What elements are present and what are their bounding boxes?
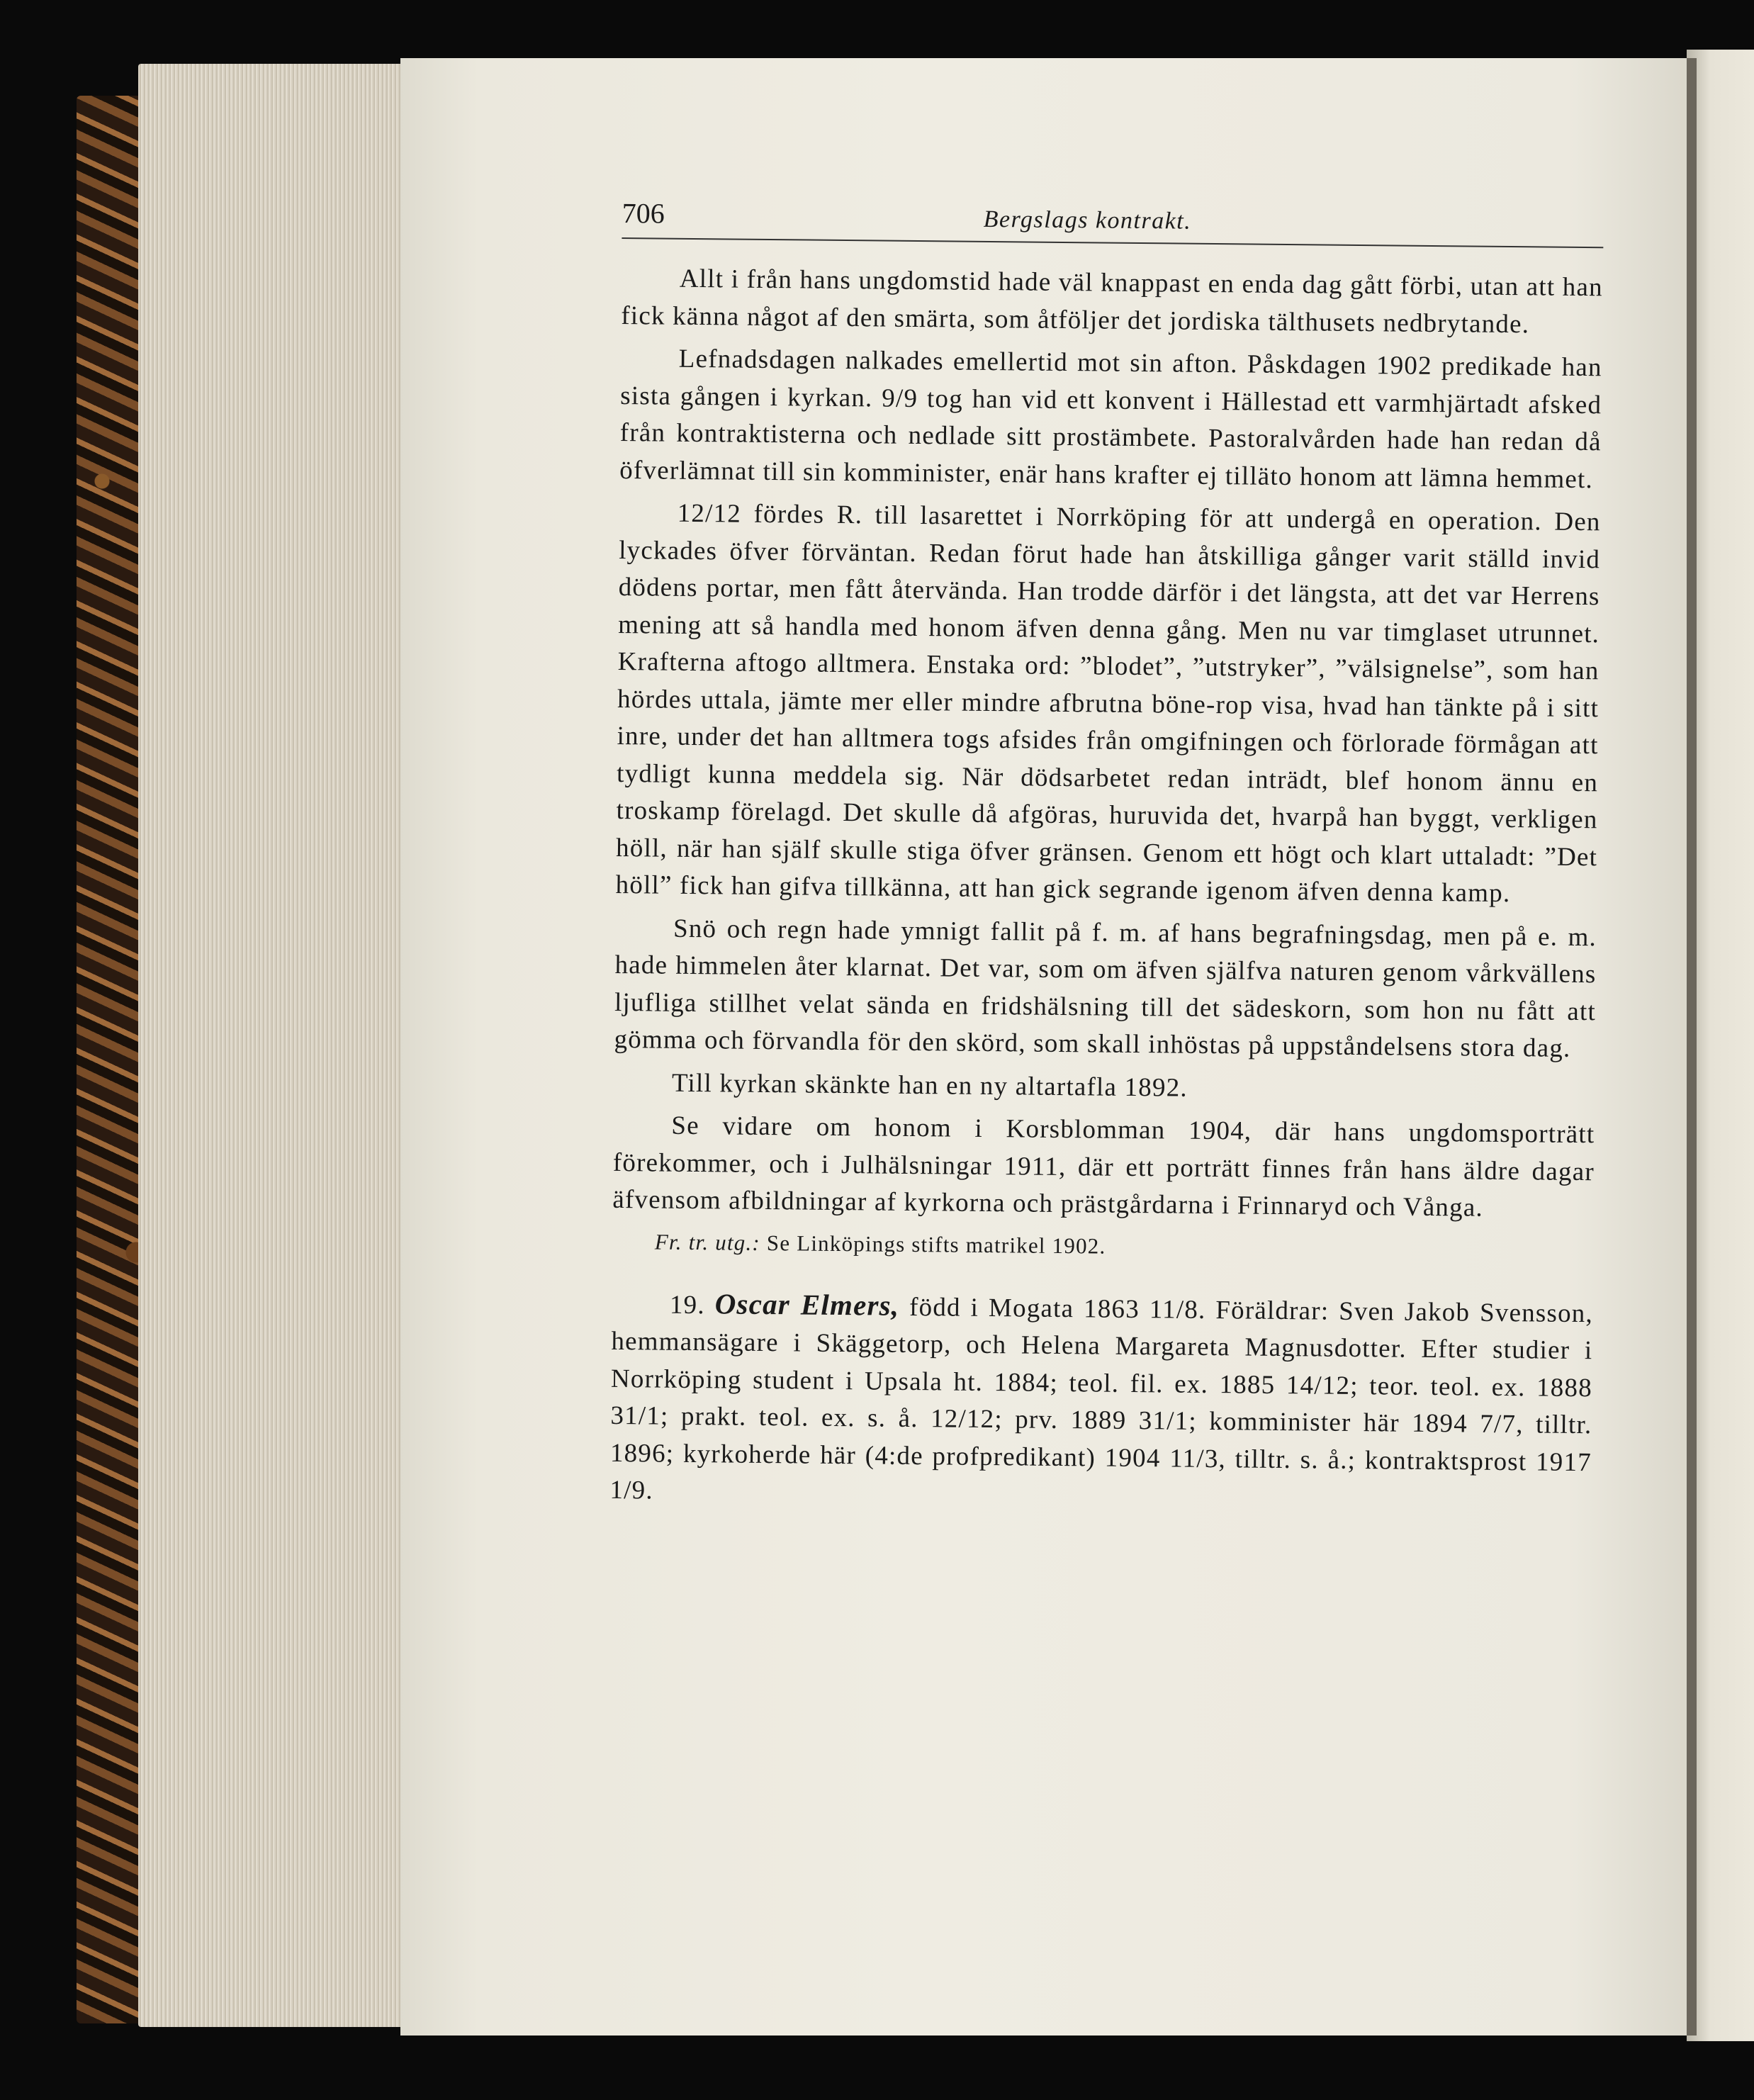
book-gutter xyxy=(1687,58,1697,2036)
paragraph: Lefnadsdagen nalkades emellertid mot sin afton. Påskdagen 1902 predikade han sista gången i kyrkan. 9/9 tog han vid ett konvent i Hällestad ett varmhjärtadt afsked från kontraktisterna och nedlade sitt prostämbete. Pastoralvården hade han redan då öfverlämnat till sin komminister, enär hans krafter ej tilläto honom att lämna hemmet. xyxy=(619,344,1602,494)
page-stack-edge xyxy=(138,64,407,2027)
entry-number: 19. xyxy=(669,1290,706,1320)
running-title: Bergslags kontrakt. xyxy=(983,206,1192,235)
biography-entry xyxy=(609,1284,1593,1518)
paragraph: Till kyrkan skänkte han en ny altartafla 1892. xyxy=(671,1068,1188,1103)
source-note-text: Se Linköpings stifts matrikel 1902. xyxy=(766,1230,1106,1259)
paragraph: Se vidare om honom i Korsblomman 1904, där hans ungdomsporträtt förekommer, och i Julhälsningar 1911, där ett porträtt finnes från hans äldre dagar äfvensom afbildningar af kyrkorna och prästgårdarna i Frinnaryd och Vånga. xyxy=(612,1111,1595,1223)
page-number: 706 xyxy=(622,196,665,230)
paragraph: Allt i från hans ungdomstid hade väl knappast en enda dag gått förbi, utan att han fick känna något af den smärta, som åtföljer det jordiska tälthusets nedbrytande. xyxy=(621,264,1604,339)
source-note xyxy=(612,1224,1594,1267)
source-note-label: Fr. tr. utg.: xyxy=(654,1229,761,1255)
entry-text: född i Mogata 1863 11/8. Föräldrar: Sven Jakob Svensson, hemmansägare i Skäggetorp, och Helena Margareta Magnusdotter. Efter studier i Norrköping student i Upsala ht. 1884; teol. fil. ex. 1885 14/12; teor. teol. ex. 1888 31/1; prakt. teol. ex. s. å. 12/12; prv. 1889 31/1; komminister här 1894 7/7, tilltr. 1896; kyrkoherde här (4:de profpredikant) 1904 11/3, tilltr. s. å.; kontraktsprost 1917 1/9. xyxy=(609,1292,1594,1505)
paragraph: 12/12 fördes R. till lasarettet i Norrköping för att undergå en operation. Den lyckades öfver förväntan. Redan förut hade han åtskilliga gånger varit ställd invid dödens portar, men fått återvända. Han trodde därför i det längsta, att det var Herrens mening att så handla med honom äfven denna gång. Men nu var timglaset utrunnet. Krafterna aftogo alltmera. Enstaka ord: ”blodet”, ”utstryker”, ”välsignelse”, som han hördes uttala, jämte mer eller mindre afbrutna böne-rop visa, hvad han tänkte på i sitt inre, under det han alltmera togs afsides från omgifningen och förlorade förmågan att tydligt kunna meddela sig. När dödsarbetet redan inträdt, blef honom ännu en troskamp förelagd. Det skulle då afgöras, huruvida det, hvarpå han byggt, verkligen höll, när han själf skulle stiga öfver gränsen. Genom ett högt och klart uttaladt: ”Det höll” fick han gifva tillkänna, att han gick segrande igenom äfven denna kamp. xyxy=(615,498,1601,909)
facing-page-edge xyxy=(1687,50,1754,2041)
page-text xyxy=(609,195,1604,1525)
entry-name: Oscar Elmers, xyxy=(714,1286,900,1322)
paragraph: Snö och regn hade ymnigt fallit på f. m. af hans begrafningsdag, men på e. m. hade himmelen åter klarnat. Det var, som om äfven själfva naturen genom vårkvällens ljufliga stillhet velat sända en fridshälsning till det sädeskorn, som hon nu fått att gömma och förvandla för den skörd, som skall inhöstas på uppståndelsens stora dag. xyxy=(614,914,1597,1063)
page-header xyxy=(622,195,1604,248)
